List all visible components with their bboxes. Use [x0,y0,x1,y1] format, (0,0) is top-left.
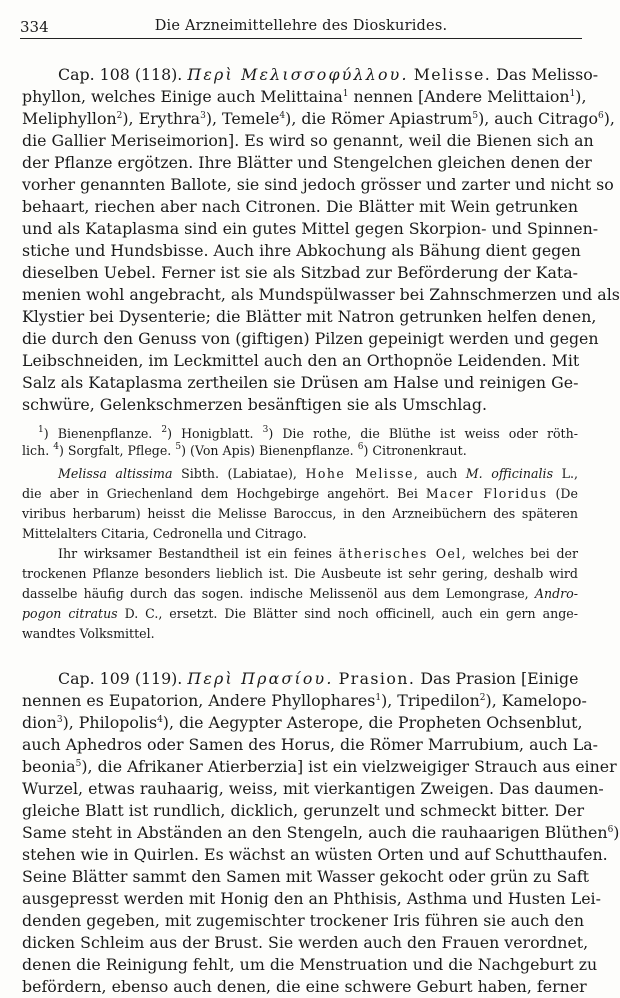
text-line: stehen wie in Quirlen. Es wächst an wüsten Orten und auf Schutthaufen. [22,845,608,864]
text-line: nennen es Eupatorion, Andere Phyllophares$^1$), Tripedilon$^2$), Kamelopo- [22,691,587,710]
page-number: 334 [20,18,49,36]
text-line: phyllon, welches Einige auch Melittaina$^1$ nennen [Andere Melittaion$^1$), [22,87,587,106]
note-line: trockenen Pflanze besonders lieblich ist. Die Ausbeute ist sehr gering, deshalb wird [22,566,578,581]
text-line: ausgepresst werden mit Honig den an Phthisis, Asthma und Husten Lei- [22,889,601,908]
chapter-108-heading-line [58,64,599,86]
text-line: befördern, ebenso auch denen, die eine schwere Geburt haben, ferner [22,977,587,996]
text-line: beonia$^5$), die Afrikaner Atierberzia] ist ein vielzweigiger Strauch aus einer [22,757,617,776]
text-line: Meliphyllon$^2$), Erythra$^3$), Temele$^4$), die Römer Apiastrum$^5$), auch Citrago$^6$), [22,109,615,128]
text-line: die durch den Genuss von (giftigen) Pilzen gepeinigt werden und gegen [22,329,599,348]
text-line: dieselben Uebel. Ferner ist sie als Sitzbad zur Beförderung der Kata- [22,263,578,282]
chapter-number: Cap. 108 (118). [58,65,183,84]
text-line: behaart, riechen aber nach Citronen. Die Blätter mit Wein getrunken [22,197,578,216]
text-line: gleiche Blatt ist rundlich, dicklich, gerunzelt und schmeckt bitter. Der [22,801,585,820]
text-line: schwüre, Gelenkschmerzen besänftigen sie als Umschlag. [22,395,487,414]
text-line: Leibschneiden, im Leckmittel auch den an Orthopnöe Leidenden. Mit [22,351,580,370]
note-line: Melissa altissima Sibth. (Labiatae), Hohe Melisse, auch M. officinalis L., [58,466,578,481]
text-line: Klystier bei Dysenterie; die Blätter mit Natron getrunken helfen denen, [22,307,597,326]
text-line: vorher genannten Ballote, sie sind jedoch grösser und zarter und nicht so [22,175,614,194]
plant-name: Prasion. [338,669,416,688]
note-line: die aber in Griechenland dem Hochgebirge angehört. Bei Macer Floridus (De [22,486,578,501]
footnote-mark: 1 [569,89,576,99]
text-line: Salz als Kataplasma zertheilen sie Drüsen am Halse und reinigen Ge- [22,373,579,392]
chapter-number: Cap. 109 (119). [58,669,183,688]
text-line: auch Aphedros oder Samen des Horus, die Römer Marrubium, auch La- [22,735,598,754]
text-line: dion$^3$), Philopolis$^4$), die Aegypter Asterope, die Propheten Ochsenblut, [22,713,583,732]
note-line: Mittelalters Citaria, Cedronella und Citrago. [22,526,307,541]
text-line: stiche und Hundsbisse. Auch ihre Abkochung als Bähung dient gegen [22,241,581,260]
greek-title: Περὶ Πρασίου. [187,669,334,688]
note-line: pogon citratus D. C., ersetzt. Die Blätter sind noch officinell, auch ein gern ange- [22,606,578,621]
footnote-mark: 1 [342,89,349,99]
plant-name: Melisse. [413,65,492,84]
text-line: menien wohl angebracht, als Mundspülwasser bei Zahnschmerzen und als [22,285,620,304]
note-line: dasselbe häufig durch das sogen. indische Melissenöl aus dem Lemongrase, Andro- [22,586,578,601]
greek-title: Περὶ Μελισσοφύλλου. [187,65,409,84]
text-line: dicken Schleim aus der Brust. Sie werden auch den Frauen verordnet, [22,933,589,952]
text-line: die Gallier Meriseimorion]. Es wird so genannt, weil die Bienen sich an [22,131,594,150]
footnote-line: $^1$) Bienenpflanze. $^2$) Honigblatt. $^3$) Die rothe, die Blüthe ist weiss oder röth- [38,425,578,441]
text-line: der Pflanze ergötzen. Ihre Blätter und Stengelchen gleichen denen der [22,153,592,172]
text-line: Das Prasion [Einige [420,669,579,688]
note-line: viribus herbarum) heisst die Melisse Baroccus, in den Arzneibüchern des späteren [22,506,578,521]
chapter-109-heading-line [58,668,578,690]
text-line: denen die Reinigung fehlt, um die Menstruation und die Nachgeburt zu [22,955,598,974]
footnote-line: lich. $^4$) Sorgfalt, Pflege. $^5$) (Von Apis) Bienenpflanze. $^6$) Citronenkraut. [22,442,467,458]
text-line: denden gegeben, mit zugemischter trockener Iris führen sie auch den [22,911,585,930]
text-line: Das Melisso- [496,65,599,84]
text-line: Seine Blätter sammt den Samen mit Wasser gekocht oder grün zu Saft [22,867,590,886]
text-line: Same steht in Abständen an den Stengeln, auch die rauhaarigen Blüthen$^6$) [22,823,620,842]
note-line: Ihr wirksamer Bestandtheil ist ein feines ätherisches Oel, welches bei der [58,546,578,561]
running-title: Die Arzneimittellehre des Dioskurides. [154,18,448,34]
text-line: und als Kataplasma sind ein gutes Mittel gegen Skorpion- und Spinnen- [22,219,599,238]
text-line: Wurzel, etwas rauhaarig, weiss, mit vierkantigen Zweigen. Das daumen- [22,779,604,798]
note-line: wandtes Volksmittel. [22,626,155,641]
running-header [20,8,582,39]
